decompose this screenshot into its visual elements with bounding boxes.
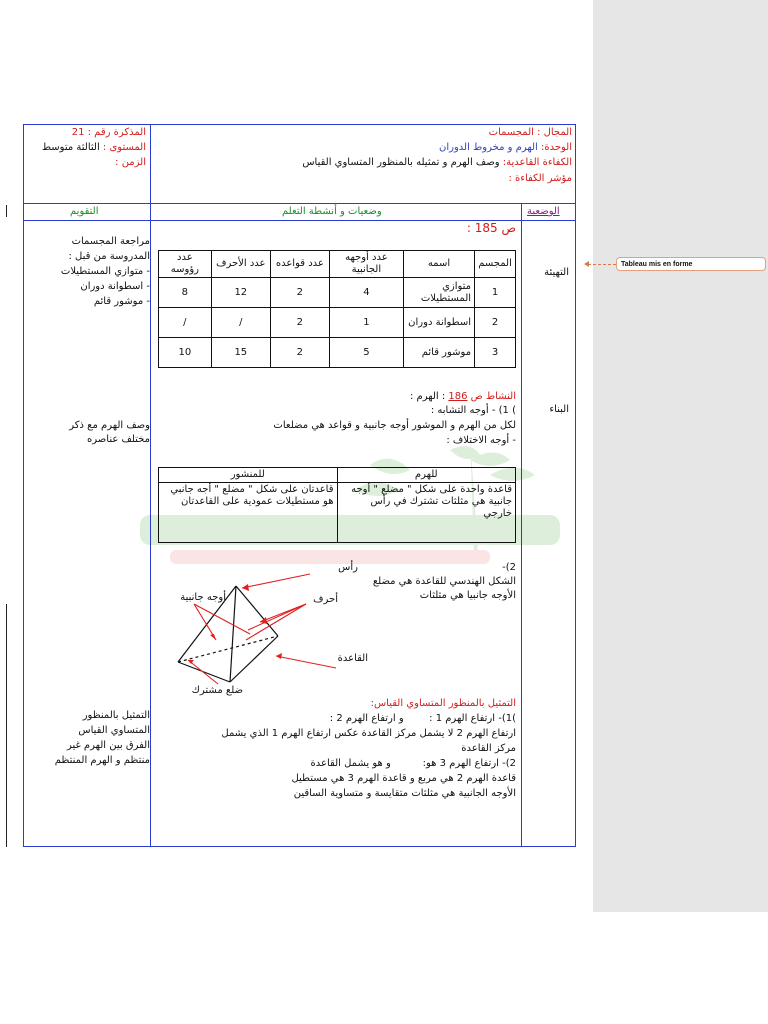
table-row [159,483,516,543]
level-line: المستوى : الثالثة متوسط [41,142,146,153]
table-cell: 12 [211,278,270,308]
table-header-cell: عدد قواعده [270,251,329,278]
pyramid-edge [230,586,236,682]
arrow-base [276,656,336,668]
table-header-cell: عدد رؤوسه [159,251,212,278]
eval-line: - متوازي المستطيلات [60,266,150,277]
compare-table [158,467,516,543]
representation-line: مركز القاعدة [461,743,516,754]
part2-line: الأوجه جانبيا هي مثلثات [419,590,516,601]
eval-line: الفرق بين الهرم غير [66,740,150,751]
table-cell: 2 [475,308,516,338]
eval-line: التمثيل بالمنظور [82,710,150,721]
part2-line: الشكل الهندسي للقاعدة هي مضلع [372,576,516,587]
table-row [159,278,516,308]
eval-line: - اسطوانة دوران [80,281,150,292]
pyramid-edge [178,662,230,682]
representation-line: قاعدة الهرم 2 هي مربع و قاعدة الهرم 3 هي مستطيل [291,773,516,784]
table-header-cell: للهرم [337,468,516,483]
label-apex: رأس [338,562,358,573]
table-header-cell: للمنشور [159,468,338,483]
change-bar [6,604,7,847]
eval-line: مختلف عناصره [87,434,150,445]
pyramid-figure [158,560,388,700]
eval-line: وصف الهرم مع ذكر [69,420,150,431]
table-cell: 3 [475,338,516,368]
label-shared-side: ضلع مشترك [191,685,243,696]
table-cell: 8 [159,278,212,308]
representation-line: الأوجه الجانبية هي مثلثات متقايسة و متساوية الساقين [293,788,516,799]
table-cell: قاعدتان على شكل " مضلع " أجه جانبي هو مستطيلات عمودية على القاعدتان [159,483,338,543]
table-cell: / [159,308,212,338]
similarities-heading: ) 1) - أوجه التشابه : [430,405,516,416]
memo-number: المذكرة رقم : 21 [71,127,146,138]
eval-line: المتساوي القياس [78,725,150,736]
unit-line: الوحدة: الهرم و مخروط الدوران [439,142,572,153]
table-header-row [159,468,516,483]
change-bar [6,205,7,217]
eval-line: - موشور قائم [93,296,150,307]
table-cell: 4 [329,278,403,308]
comment-bubble[interactable]: Tableau mis en forme [616,257,766,271]
table-row [159,338,516,368]
table-header-row [159,251,516,278]
grid-line [150,124,151,847]
competence-line: الكفاءة القاعدية: وصف الهرم و تمثيله بالمنظور المتساوي القياس [302,157,572,168]
grid-line [521,203,522,847]
table-row [159,308,516,338]
table-cell: 2 [270,278,329,308]
table-header-cell: عدد أوجهه الجانبية [329,251,403,278]
solids-table [158,250,516,368]
competence-indicator: مؤشر الكفاءة : [508,173,572,184]
arrow-apex [242,574,310,588]
part2-number: 2)- [502,562,516,573]
eval-line: مراجعة المجسمات [71,236,150,247]
representation-line: )1)- ارتفاع الهرم 1 : و ارتفاع الهرم 2 : [329,713,516,724]
comment-pane [593,0,768,912]
differences-heading: - أوجه الاختلاف : [446,435,516,446]
representation-line: 2)- ارتفاع الهرم 3 هو: و هو يشمل القاعدة [310,758,516,769]
label-edges: أحرف [313,594,338,605]
table-header-cell: المجسم [475,251,516,278]
table-cell: / [211,308,270,338]
similarities-text: لكل من الهرم و الموشور أوجه جانبية و قواعد هي مضلعات [273,420,516,431]
hidden-edge [178,636,278,662]
table-cell: 1 [475,278,516,308]
activity-title: النشاط ص 186 : الهرم : [409,391,516,402]
table-cell: 5 [329,338,403,368]
phase-intro: التهيئة [544,267,569,278]
table-cell: قاعدة واحدة على شكل " مضلع " أوجه جانبية هي مثلثات تشترك في رأس خارجي [337,483,516,543]
table-cell: موشور قائم [403,338,474,368]
col-situation: الوضعية [527,206,560,217]
grid-line [23,203,576,204]
table-header-cell: عدد الأحرف [211,251,270,278]
eval-line: المدروسة من قبل : [68,251,150,262]
time-label: الزمن : [115,157,146,168]
comment-connector [588,264,616,265]
pyramid-edge [236,586,278,636]
table-header-cell: اسمه [403,251,474,278]
eval-line: منتظم و الهرم المنتظم [54,755,150,766]
pyramid-edge [230,636,278,682]
col-activities: وضعيات و أنشطة التعلم [282,206,382,217]
table-cell: 2 [270,308,329,338]
table-cell: 15 [211,338,270,368]
table-cell: 10 [159,338,212,368]
phase-build: البناء [549,404,569,415]
table-cell: 2 [270,338,329,368]
arrow-edge [248,604,306,630]
table-cell: متوازي المستطيلات [403,278,474,308]
domain-title: المجال : المجسمات [488,127,572,138]
representation-title: التمثيل بالمنظور المتساوي القياس: [370,698,516,709]
page-reference: ص 185 : [466,221,516,235]
label-faces: أوجه جانبية [180,592,226,603]
arrow-shared-side [188,660,218,684]
representation-line: ارتفاع الهرم 2 لا يشمل مركز القاعدة عكس ارتفاع الهرم 1 الذي يشمل [221,728,516,739]
label-base: القاعدة [337,653,368,664]
col-evaluation: التقويم [70,206,99,217]
table-cell: اسطوانة دوران [403,308,474,338]
table-cell: 1 [329,308,403,338]
